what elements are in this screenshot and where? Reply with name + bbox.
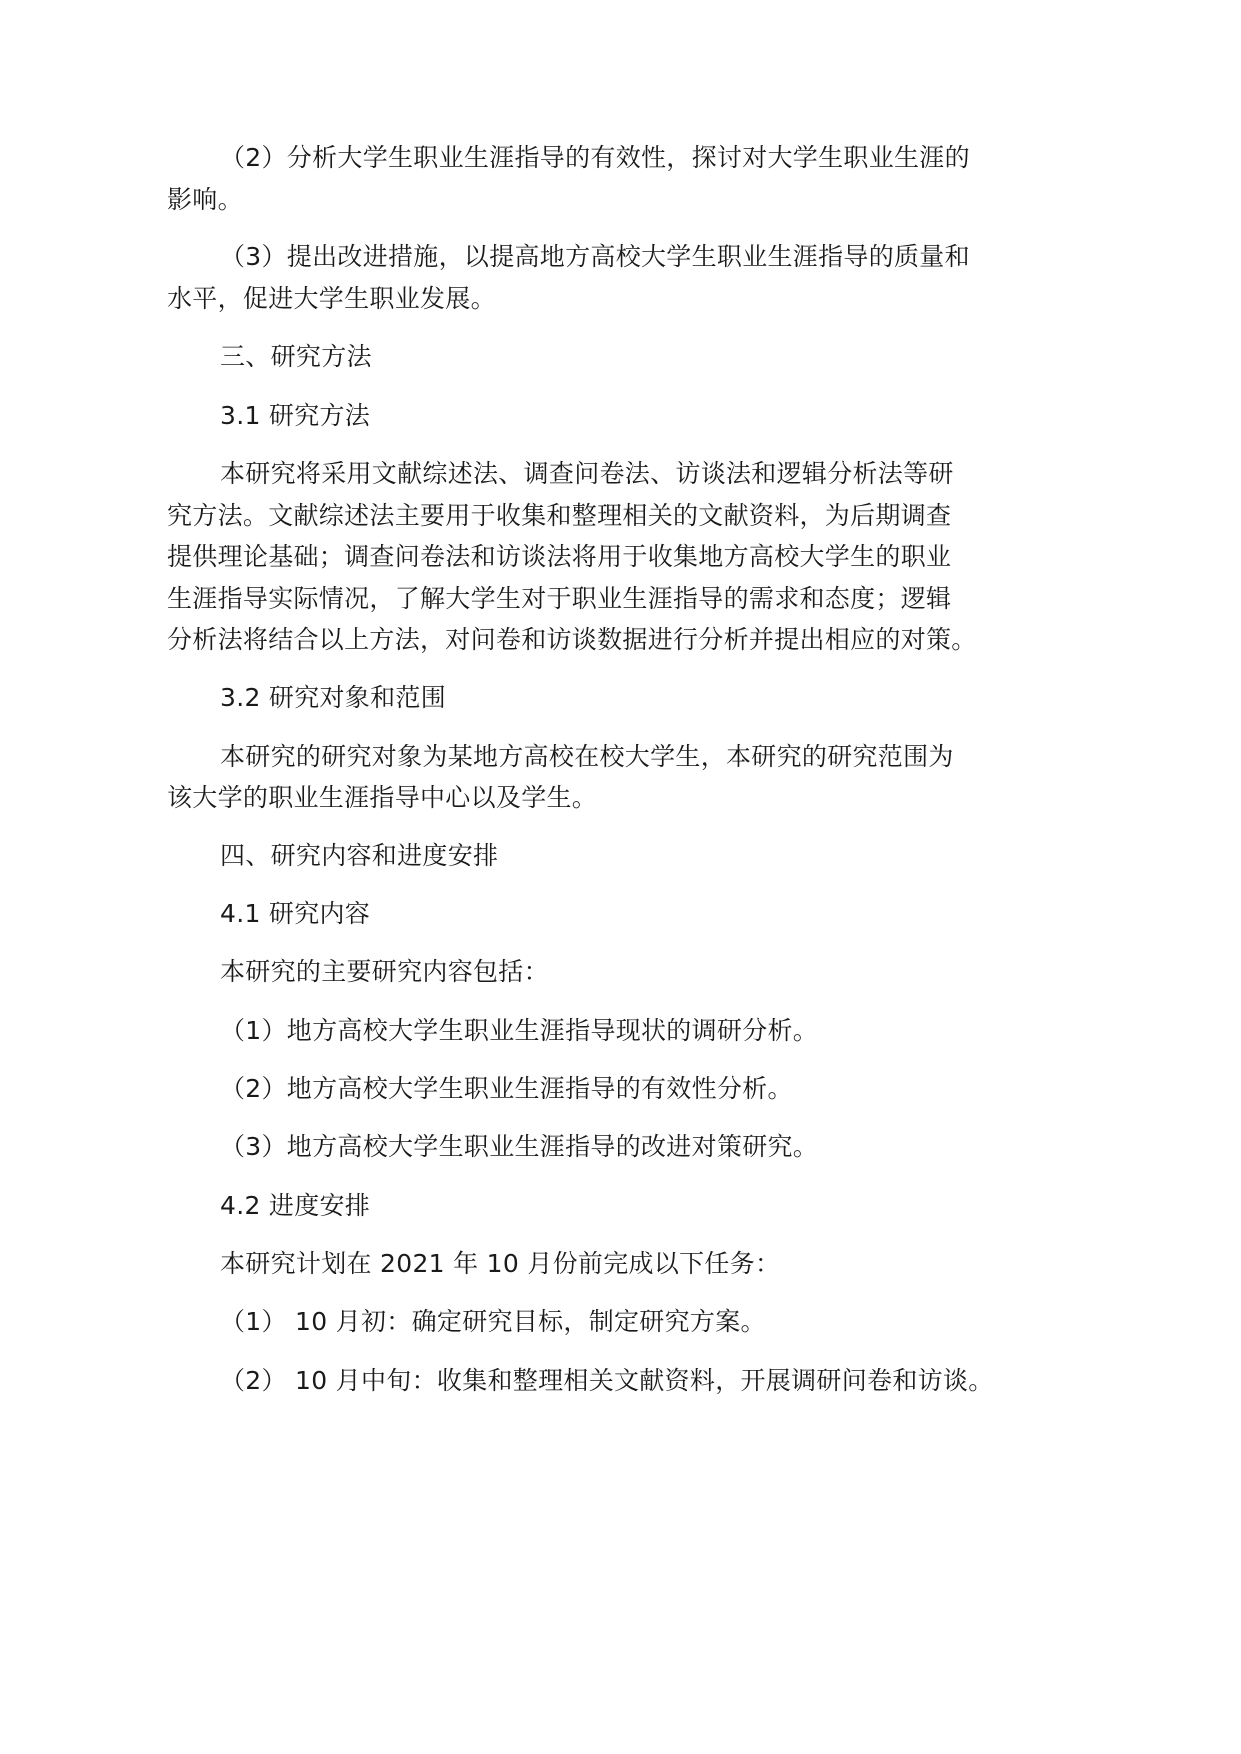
schedule-item-2: （2） 10 月中旬：收集和整理相关文献资料，开展调研问卷和访谈。 bbox=[220, 1366, 994, 1395]
content-item-2: （2）地方高校大学生职业生涯指导的有效性分析。 bbox=[220, 1074, 793, 1103]
content-item-3: （3）地方高校大学生职业生涯指导的改进对策研究。 bbox=[220, 1132, 819, 1161]
section-4-heading: 四、研究内容和进度安排 bbox=[220, 841, 499, 870]
scope-paragraph-line-2: 该大学的职业生涯指导中心以及学生。 bbox=[167, 783, 598, 812]
scope-paragraph-line-1: 本研究的研究对象为某地方高校在校大学生，本研究的研究范围为 bbox=[220, 742, 954, 771]
methods-paragraph-line-3: 提供理论基础；调查问卷法和访谈法将用于收集地方高校大学生的职业 bbox=[167, 542, 952, 571]
subsection-4-1-heading: 4.1 研究内容 bbox=[220, 899, 371, 928]
subsection-3-2-heading: 3.2 研究对象和范围 bbox=[220, 683, 447, 712]
methods-paragraph-line-4: 生涯指导实际情况，了解大学生对于职业生涯指导的需求和态度；逻辑 bbox=[167, 584, 952, 613]
methods-paragraph-line-1: 本研究将采用文献综述法、调查问卷法、访谈法和逻辑分析法等研 bbox=[220, 459, 954, 488]
content-item-1: （1）地方高校大学生职业生涯指导现状的调研分析。 bbox=[220, 1016, 819, 1045]
objective-2-line-2: 影响。 bbox=[167, 185, 243, 214]
subsection-4-2-heading: 4.2 进度安排 bbox=[220, 1191, 371, 1220]
schedule-item-1: （1） 10 月初：确定研究目标，制定研究方案。 bbox=[220, 1307, 766, 1336]
objective-3-line-2: 水平，促进大学生职业发展。 bbox=[167, 284, 496, 313]
schedule-intro: 本研究计划在 2021 年 10 月份前完成以下任务： bbox=[220, 1249, 781, 1278]
methods-paragraph-line-2: 究方法。文献综述法主要用于收集和整理相关的文献资料，为后期调查 bbox=[167, 501, 952, 530]
objective-3-line-1: （3）提出改进措施，以提高地方高校大学生职业生涯指导的质量和 bbox=[220, 242, 970, 271]
content-intro: 本研究的主要研究内容包括： bbox=[220, 957, 549, 986]
methods-paragraph-line-5: 分析法将结合以上方法，对问卷和访谈数据进行分析并提出相应的对策。 bbox=[167, 625, 977, 654]
objective-2-line-1: （2）分析大学生职业生涯指导的有效性，探讨对大学生职业生涯的 bbox=[220, 143, 970, 172]
section-3-heading: 三、研究方法 bbox=[220, 342, 372, 371]
subsection-3-1-heading: 3.1 研究方法 bbox=[220, 401, 371, 430]
